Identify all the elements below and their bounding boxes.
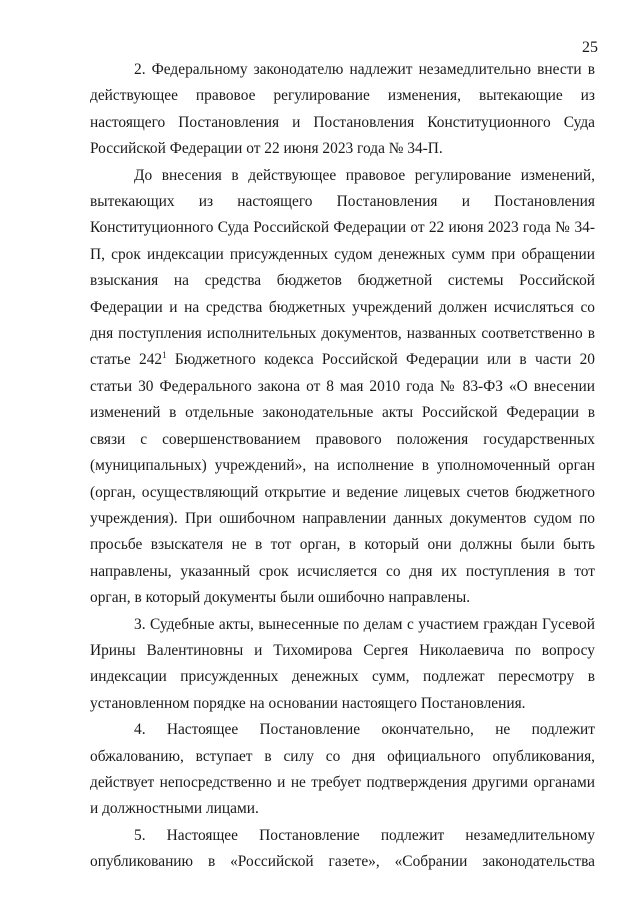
paragraph-item-2: 2. Федеральному законодателю надлежит незамедлительно внести в действующее правовое регулирование изменения, вытекающие из настоящего Постановления и Постановления Конституционного Суда Российской Федерации от 22 июня 2023 года № 34-П. (90, 61, 595, 158)
document-body (90, 57, 595, 876)
paragraph-text-end: Бюджетного кодекса Российской Федерации или в части 20 статьи 30 Федерального закона от 8 мая 2010 года № 83-ФЗ «О внесении изменений в отдельные законодательные акты Российской Федерации в связи с совершенствованием правового положения государственных (муниципальных) учреждений», на исполнение в уполномоченный орган (орган, осуществляющий открытие и ведение лицевых счетов бюджетного учреждения). При ошибочном направлении данных документов судом по просьбе взыскателя не в тот орган, в который они должны были быть направлены, указанный срок исчисляется со дня их поступления в тот орган, в который документы были ошибочно направлены. (90, 351, 595, 607)
paragraph-indexation-term (90, 163, 595, 612)
paragraph-item-3: 3. Судебные акты, вынесенные по делам с участием граждан Гусевой Ирины Валентиновны и Тихомирова Сергея Николаевича по вопросу индексации присужденных денежных сумм, подлежат пересмотру в установленном порядке на основании настоящего Постановления. (90, 615, 595, 712)
paragraph-item-4: 4. Настоящее Постановление окончательно, не подлежит обжалованию, вступает в силу со дня официального опубликования, действует непосредственно и не требует подтверждения другими органами и должностными лицами. (90, 721, 595, 818)
article-superscript: 1 (162, 350, 167, 361)
paragraph-text-start: До внесения в действующее правовое регулирование изменений, вытекающих из настоящего Постановления и Постановления Конституционного Суда Российской Федерации от 22 июня 2023 года № 34-П, срок индексации присужденных судом денежных сумм при обращении взыскания на средства бюджетов бюджетной системы Российской Федерации и на средства бюджетных учреждений должен исчисляться со дня поступления исполнительных документов, названных соответственно в статье 242 (90, 166, 595, 369)
page-number: 25 (582, 39, 598, 56)
paragraph-item-5: 5. Настоящее Постановление подлежит незамедлительному опубликованию в «Российской газете», «Собрании законодательства (90, 826, 595, 871)
